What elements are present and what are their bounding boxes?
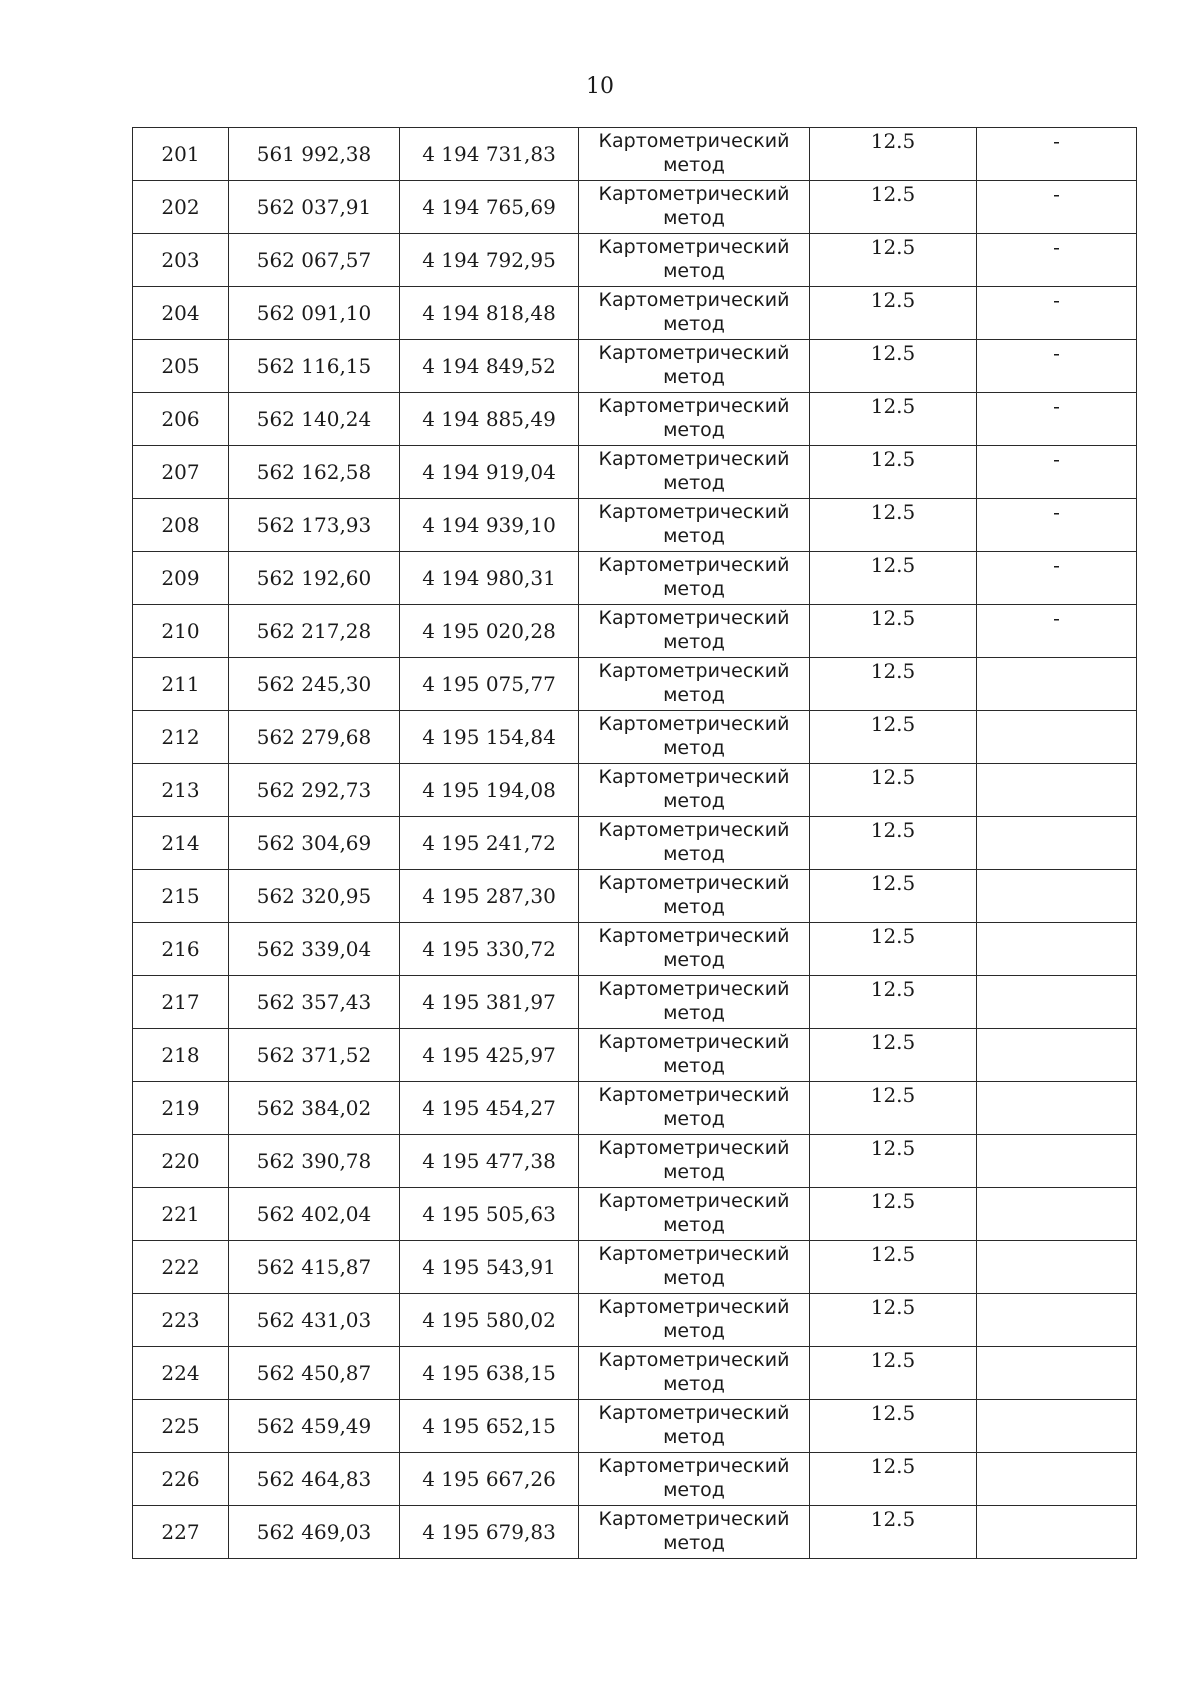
point-number-cell: 225 (133, 1400, 229, 1453)
coordinate-x-cell: 562 304,69 (229, 817, 400, 870)
coordinate-y-cell: 4 195 154,84 (400, 711, 579, 764)
accuracy-cell: 12.5 (810, 870, 977, 923)
method-cell (579, 1347, 810, 1400)
method-line-2: метод (663, 896, 725, 918)
method-line-2: метод (663, 1320, 725, 1342)
accuracy-cell: 12.5 (810, 234, 977, 287)
coordinate-x-cell: 562 067,57 (229, 234, 400, 287)
accuracy-cell: 12.5 (810, 1453, 977, 1506)
accuracy-cell: 12.5 (810, 340, 977, 393)
coordinate-y-cell: 4 195 580,02 (400, 1294, 579, 1347)
method-line-1: Картометрический (598, 183, 790, 205)
method-line-2: метод (663, 419, 725, 441)
table-row (133, 1082, 1137, 1135)
table-row (133, 1241, 1137, 1294)
method-line-1: Картометрический (598, 819, 790, 841)
accuracy-cell: 12.5 (810, 658, 977, 711)
method-cell (579, 605, 810, 658)
accuracy-cell: 12.5 (810, 817, 977, 870)
note-cell: - (977, 287, 1137, 340)
table-row (133, 1135, 1137, 1188)
point-number-cell: 208 (133, 499, 229, 552)
accuracy-cell: 12.5 (810, 1029, 977, 1082)
table-row (133, 1453, 1137, 1506)
method-line-2: метод (663, 1373, 725, 1395)
coordinate-x-cell: 562 162,58 (229, 446, 400, 499)
note-cell: - (977, 499, 1137, 552)
point-number-cell: 202 (133, 181, 229, 234)
note-cell (977, 1029, 1137, 1082)
note-cell (977, 658, 1137, 711)
coordinate-y-cell: 4 195 543,91 (400, 1241, 579, 1294)
note-cell (977, 1294, 1137, 1347)
accuracy-cell: 12.5 (810, 605, 977, 658)
method-line-2: метод (663, 684, 725, 706)
point-number-cell: 219 (133, 1082, 229, 1135)
method-cell (579, 976, 810, 1029)
method-line-2: метод (663, 1479, 725, 1501)
method-line-1: Картометрический (598, 1402, 790, 1424)
coordinate-y-cell: 4 195 652,15 (400, 1400, 579, 1453)
method-cell (579, 234, 810, 287)
point-number-cell: 205 (133, 340, 229, 393)
method-line-2: метод (663, 1055, 725, 1077)
table-row (133, 764, 1137, 817)
method-cell (579, 1400, 810, 1453)
coordinate-y-cell: 4 195 075,77 (400, 658, 579, 711)
note-cell: - (977, 181, 1137, 234)
method-line-2: метод (663, 207, 725, 229)
note-cell (977, 764, 1137, 817)
accuracy-cell: 12.5 (810, 1082, 977, 1135)
point-number-cell: 206 (133, 393, 229, 446)
coordinate-x-cell: 562 415,87 (229, 1241, 400, 1294)
point-number-cell: 218 (133, 1029, 229, 1082)
method-line-1: Картометрический (598, 1508, 790, 1530)
method-line-1: Картометрический (598, 1243, 790, 1265)
accuracy-cell: 12.5 (810, 393, 977, 446)
method-line-2: метод (663, 790, 725, 812)
point-number-cell: 216 (133, 923, 229, 976)
method-line-1: Картометрический (598, 1455, 790, 1477)
accuracy-cell: 12.5 (810, 181, 977, 234)
note-cell (977, 1506, 1137, 1559)
point-number-cell: 226 (133, 1453, 229, 1506)
note-cell (977, 923, 1137, 976)
method-line-1: Картометрический (598, 1031, 790, 1053)
method-line-2: метод (663, 1267, 725, 1289)
table-row (133, 976, 1137, 1029)
accuracy-cell: 12.5 (810, 446, 977, 499)
method-line-1: Картометрический (598, 342, 790, 364)
method-line-1: Картометрический (598, 713, 790, 735)
method-line-1: Картометрический (598, 872, 790, 894)
coordinate-x-cell: 562 037,91 (229, 181, 400, 234)
coordinate-y-cell: 4 195 020,28 (400, 605, 579, 658)
method-line-1: Картометрический (598, 1190, 790, 1212)
point-number-cell: 223 (133, 1294, 229, 1347)
coordinate-x-cell: 562 450,87 (229, 1347, 400, 1400)
table-row (133, 1188, 1137, 1241)
point-number-cell: 201 (133, 128, 229, 181)
coordinate-x-cell: 562 431,03 (229, 1294, 400, 1347)
point-number-cell: 209 (133, 552, 229, 605)
method-line-1: Картометрический (598, 607, 790, 629)
table-row (133, 658, 1137, 711)
method-line-1: Картометрический (598, 501, 790, 523)
method-cell (579, 287, 810, 340)
accuracy-cell: 12.5 (810, 499, 977, 552)
method-cell (579, 446, 810, 499)
method-cell (579, 817, 810, 870)
method-cell (579, 499, 810, 552)
table-row (133, 128, 1137, 181)
coordinate-x-cell: 562 371,52 (229, 1029, 400, 1082)
method-line-1: Картометрический (598, 1296, 790, 1318)
page-number: 10 (586, 74, 614, 99)
note-cell: - (977, 605, 1137, 658)
method-cell (579, 552, 810, 605)
table-row (133, 711, 1137, 764)
accuracy-cell: 12.5 (810, 1188, 977, 1241)
accuracy-cell: 12.5 (810, 923, 977, 976)
accuracy-cell: 12.5 (810, 552, 977, 605)
method-line-1: Картометрический (598, 978, 790, 1000)
point-number-cell: 215 (133, 870, 229, 923)
note-cell: - (977, 446, 1137, 499)
coordinate-y-cell: 4 195 679,83 (400, 1506, 579, 1559)
method-line-2: метод (663, 472, 725, 494)
coordinate-x-cell: 562 357,43 (229, 976, 400, 1029)
accuracy-cell: 12.5 (810, 287, 977, 340)
note-cell (977, 976, 1137, 1029)
accuracy-cell: 12.5 (810, 1241, 977, 1294)
table-row (133, 1294, 1137, 1347)
method-line-2: метод (663, 578, 725, 600)
method-cell (579, 393, 810, 446)
table-row (133, 287, 1137, 340)
accuracy-cell: 12.5 (810, 128, 977, 181)
coordinate-y-cell: 4 194 792,95 (400, 234, 579, 287)
note-cell (977, 1347, 1137, 1400)
point-number-cell: 210 (133, 605, 229, 658)
point-number-cell: 217 (133, 976, 229, 1029)
coordinate-x-cell: 562 320,95 (229, 870, 400, 923)
table-row (133, 817, 1137, 870)
table-row (133, 393, 1137, 446)
note-cell: - (977, 393, 1137, 446)
note-cell (977, 1241, 1137, 1294)
coordinate-x-cell: 562 279,68 (229, 711, 400, 764)
accuracy-cell: 12.5 (810, 1347, 977, 1400)
accuracy-cell: 12.5 (810, 711, 977, 764)
coordinate-x-cell: 562 116,15 (229, 340, 400, 393)
method-line-1: Картометрический (598, 289, 790, 311)
coordinate-y-cell: 4 194 939,10 (400, 499, 579, 552)
coordinate-y-cell: 4 195 505,63 (400, 1188, 579, 1241)
table-row (133, 1506, 1137, 1559)
accuracy-cell: 12.5 (810, 1294, 977, 1347)
coordinates-table-body (133, 128, 1137, 1559)
coordinate-x-cell: 562 384,02 (229, 1082, 400, 1135)
method-line-2: метод (663, 1532, 725, 1554)
table-row (133, 870, 1137, 923)
method-line-2: метод (663, 631, 725, 653)
note-cell: - (977, 128, 1137, 181)
note-cell (977, 817, 1137, 870)
coordinate-y-cell: 4 195 381,97 (400, 976, 579, 1029)
method-line-1: Картометрический (598, 925, 790, 947)
method-cell (579, 340, 810, 393)
point-number-cell: 203 (133, 234, 229, 287)
accuracy-cell: 12.5 (810, 1506, 977, 1559)
method-line-1: Картометрический (598, 395, 790, 417)
method-cell (579, 1506, 810, 1559)
coordinate-x-cell: 562 390,78 (229, 1135, 400, 1188)
method-cell (579, 658, 810, 711)
table-row (133, 605, 1137, 658)
table-row (133, 552, 1137, 605)
note-cell: - (977, 340, 1137, 393)
method-line-2: метод (663, 366, 725, 388)
coordinate-y-cell: 4 194 731,83 (400, 128, 579, 181)
accuracy-cell: 12.5 (810, 1400, 977, 1453)
table-row (133, 1029, 1137, 1082)
coordinate-y-cell: 4 195 194,08 (400, 764, 579, 817)
coordinate-y-cell: 4 194 818,48 (400, 287, 579, 340)
note-cell (977, 870, 1137, 923)
method-cell (579, 1082, 810, 1135)
coordinate-x-cell: 562 245,30 (229, 658, 400, 711)
method-line-2: метод (663, 313, 725, 335)
coordinate-x-cell: 562 292,73 (229, 764, 400, 817)
coordinate-x-cell: 562 464,83 (229, 1453, 400, 1506)
point-number-cell: 227 (133, 1506, 229, 1559)
method-line-1: Картометрический (598, 236, 790, 258)
method-line-2: метод (663, 1214, 725, 1236)
method-line-1: Картометрический (598, 1137, 790, 1159)
method-cell (579, 1029, 810, 1082)
accuracy-cell: 12.5 (810, 976, 977, 1029)
point-number-cell: 214 (133, 817, 229, 870)
method-line-2: метод (663, 1426, 725, 1448)
coordinate-y-cell: 4 194 885,49 (400, 393, 579, 446)
table-row (133, 1347, 1137, 1400)
note-cell (977, 1188, 1137, 1241)
point-number-cell: 224 (133, 1347, 229, 1400)
coordinate-y-cell: 4 195 425,97 (400, 1029, 579, 1082)
method-line-1: Картометрический (598, 660, 790, 682)
point-number-cell: 207 (133, 446, 229, 499)
method-cell (579, 923, 810, 976)
method-line-1: Картометрический (598, 554, 790, 576)
coordinate-y-cell: 4 195 241,72 (400, 817, 579, 870)
method-cell (579, 128, 810, 181)
method-line-2: метод (663, 260, 725, 282)
accuracy-cell: 12.5 (810, 1135, 977, 1188)
method-line-2: метод (663, 154, 725, 176)
note-cell (977, 1453, 1137, 1506)
method-line-1: Картометрический (598, 1084, 790, 1106)
coordinate-y-cell: 4 195 330,72 (400, 923, 579, 976)
table-row (133, 1400, 1137, 1453)
table-row (133, 340, 1137, 393)
coordinate-x-cell: 562 469,03 (229, 1506, 400, 1559)
coordinate-x-cell: 562 173,93 (229, 499, 400, 552)
table-row (133, 181, 1137, 234)
coordinate-x-cell: 562 192,60 (229, 552, 400, 605)
coordinate-y-cell: 4 195 454,27 (400, 1082, 579, 1135)
point-number-cell: 221 (133, 1188, 229, 1241)
note-cell (977, 711, 1137, 764)
table-row (133, 234, 1137, 287)
coordinate-y-cell: 4 194 849,52 (400, 340, 579, 393)
note-cell: - (977, 234, 1137, 287)
coordinate-x-cell: 562 402,04 (229, 1188, 400, 1241)
coordinate-y-cell: 4 195 477,38 (400, 1135, 579, 1188)
point-number-cell: 211 (133, 658, 229, 711)
coordinates-table (132, 127, 1137, 1559)
table-row (133, 923, 1137, 976)
coordinate-x-cell: 562 459,49 (229, 1400, 400, 1453)
coordinate-x-cell: 562 140,24 (229, 393, 400, 446)
table-row (133, 499, 1137, 552)
coordinate-y-cell: 4 194 919,04 (400, 446, 579, 499)
method-line-2: метод (663, 737, 725, 759)
method-line-1: Картометрический (598, 448, 790, 470)
point-number-cell: 204 (133, 287, 229, 340)
method-line-2: метод (663, 1161, 725, 1183)
note-cell: - (977, 552, 1137, 605)
method-line-2: метод (663, 1108, 725, 1130)
method-cell (579, 1135, 810, 1188)
method-line-1: Картометрический (598, 766, 790, 788)
coordinate-y-cell: 4 194 980,31 (400, 552, 579, 605)
coordinate-y-cell: 4 195 287,30 (400, 870, 579, 923)
coordinate-x-cell: 562 217,28 (229, 605, 400, 658)
accuracy-cell: 12.5 (810, 764, 977, 817)
method-cell (579, 870, 810, 923)
point-number-cell: 222 (133, 1241, 229, 1294)
point-number-cell: 220 (133, 1135, 229, 1188)
method-cell (579, 764, 810, 817)
method-line-2: метод (663, 949, 725, 971)
method-line-2: метод (663, 843, 725, 865)
note-cell (977, 1135, 1137, 1188)
method-cell (579, 1294, 810, 1347)
method-line-1: Картометрический (598, 130, 790, 152)
method-line-2: метод (663, 525, 725, 547)
note-cell (977, 1082, 1137, 1135)
method-line-1: Картометрический (598, 1349, 790, 1371)
coordinate-y-cell: 4 195 667,26 (400, 1453, 579, 1506)
method-cell (579, 711, 810, 764)
coordinate-y-cell: 4 194 765,69 (400, 181, 579, 234)
method-cell (579, 1453, 810, 1506)
table-row (133, 446, 1137, 499)
point-number-cell: 213 (133, 764, 229, 817)
method-cell (579, 1188, 810, 1241)
method-cell (579, 181, 810, 234)
method-cell (579, 1241, 810, 1294)
point-number-cell: 212 (133, 711, 229, 764)
coordinate-x-cell: 562 339,04 (229, 923, 400, 976)
method-line-2: метод (663, 1002, 725, 1024)
note-cell (977, 1400, 1137, 1453)
coordinate-y-cell: 4 195 638,15 (400, 1347, 579, 1400)
coordinate-x-cell: 561 992,38 (229, 128, 400, 181)
coordinate-x-cell: 562 091,10 (229, 287, 400, 340)
